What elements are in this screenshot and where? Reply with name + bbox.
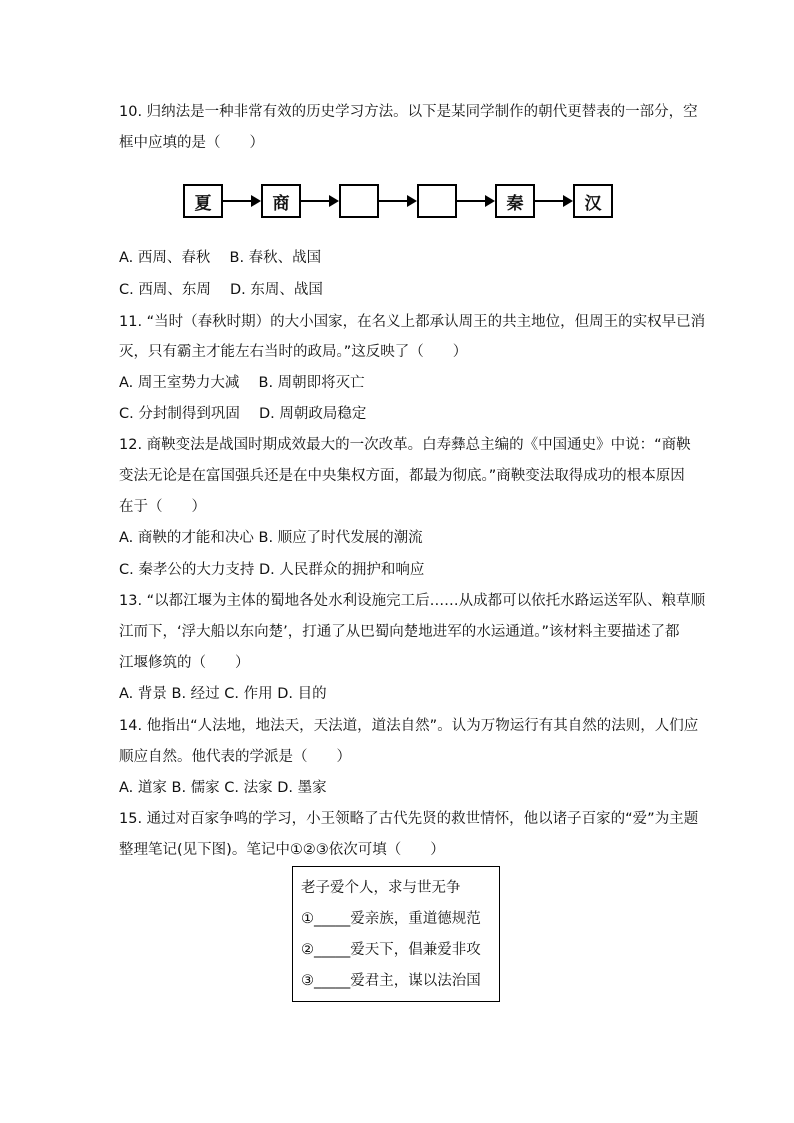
note-line: 老子爱个人，求与世无争 xyxy=(301,880,461,896)
q12-options-cd: C. 秦孝公的大力支持 D. 人民群众的拥护和响应 xyxy=(119,562,425,578)
q13-stem-line1: 13. “以都江堰为主体的蜀地各处水利设施完工后……从成都可以依托水路运送军队、粮草顺 xyxy=(119,593,706,609)
q10-stem-line1: 10. 归纳法是一种非常有效的历史学习方法。以下是某同学制作的朝代更替表的一部分，空 xyxy=(119,104,698,120)
arrow-icon xyxy=(223,200,259,202)
q11-stem-line2: 灭，只有霸主才能左右当时的政局。”这反映了（ ） xyxy=(119,344,468,360)
notes-box xyxy=(292,866,500,1002)
q12-stem-line3: 在于（ ） xyxy=(119,499,206,515)
q10-options-ab: A. 西周、春秋 B. 春秋、战国 xyxy=(119,250,322,266)
q11-options-cd: C. 分封制得到巩固 D. 周朝政局稳定 xyxy=(119,406,367,422)
dynasty-box-han: 汉 xyxy=(573,184,613,218)
dynasty-box-qin: 秦 xyxy=(495,184,535,218)
q14-stem-line2: 顺应自然。他代表的学派是（ ） xyxy=(119,749,351,765)
dynasty-box-shang: 商 xyxy=(261,184,301,218)
q15-stem-line2: 整理笔记(见下图)。笔记中①②③依次可填（ ） xyxy=(119,842,445,858)
q10-options-cd: C. 西周、东周 D. 东周、战国 xyxy=(119,282,323,298)
dynasty-box-blank-2 xyxy=(417,184,457,218)
dynasty-box-xia: 夏 xyxy=(183,184,223,218)
q13-stem-line2: 江而下，‘浮大船以东向楚’，打通了从巴蜀向楚地进军的水运通道。”该材料主要描述了都 xyxy=(119,624,680,640)
q15-stem-line1: 15. 通过对百家争鸣的学习，小王领略了古代先贤的救世情怀，他以诸子百家的“爱”为主题 xyxy=(119,811,699,827)
q14-stem-line1: 14. 他指出“人法地，地法天，天法道，道法自然”。认为万物运行有其自然的法则，人们应 xyxy=(119,718,699,734)
arrow-icon xyxy=(457,200,493,202)
q12-stem-line2: 变法无论是在富国强兵还是在中央集权方面，都最为彻底。”商鞅变法取得成功的根本原因 xyxy=(119,468,685,484)
note-line: ③_____爱君主，谋以法治国 xyxy=(301,973,481,989)
q10-stem-line2: 框中应填的是（ ） xyxy=(119,135,264,151)
note-line: ①_____爱亲族，重道德规范 xyxy=(301,911,481,927)
q12-options-ab: A. 商鞅的才能和决心 B. 顺应了时代发展的潮流 xyxy=(119,530,423,546)
q13-stem-line3: 江堰修筑的（ ） xyxy=(119,655,250,671)
q11-options-ab: A. 周王室势力大减 B. 周朝即将灭亡 xyxy=(119,375,365,391)
note-line: ②_____爱天下，倡兼爱非攻 xyxy=(301,942,481,958)
q12-stem-line1: 12. 商鞅变法是战国时期成效最大的一次改革。白寿彝总主编的《中国通史》中说：“商鞅 xyxy=(119,437,691,453)
arrow-icon xyxy=(379,200,415,202)
arrow-icon xyxy=(301,200,337,202)
q11-stem-line1: 11. “当时（春秋时期）的大小国家，在名义上都承认周王的共主地位，但周王的实权早已消 xyxy=(119,314,706,330)
arrow-icon xyxy=(535,200,571,202)
dynasty-flowchart xyxy=(183,184,613,222)
q13-options: A. 背景 B. 经过 C. 作用 D. 目的 xyxy=(119,686,327,702)
dynasty-box-blank-1 xyxy=(339,184,379,218)
q14-options: A. 道家 B. 儒家 C. 法家 D. 墨家 xyxy=(119,780,327,796)
